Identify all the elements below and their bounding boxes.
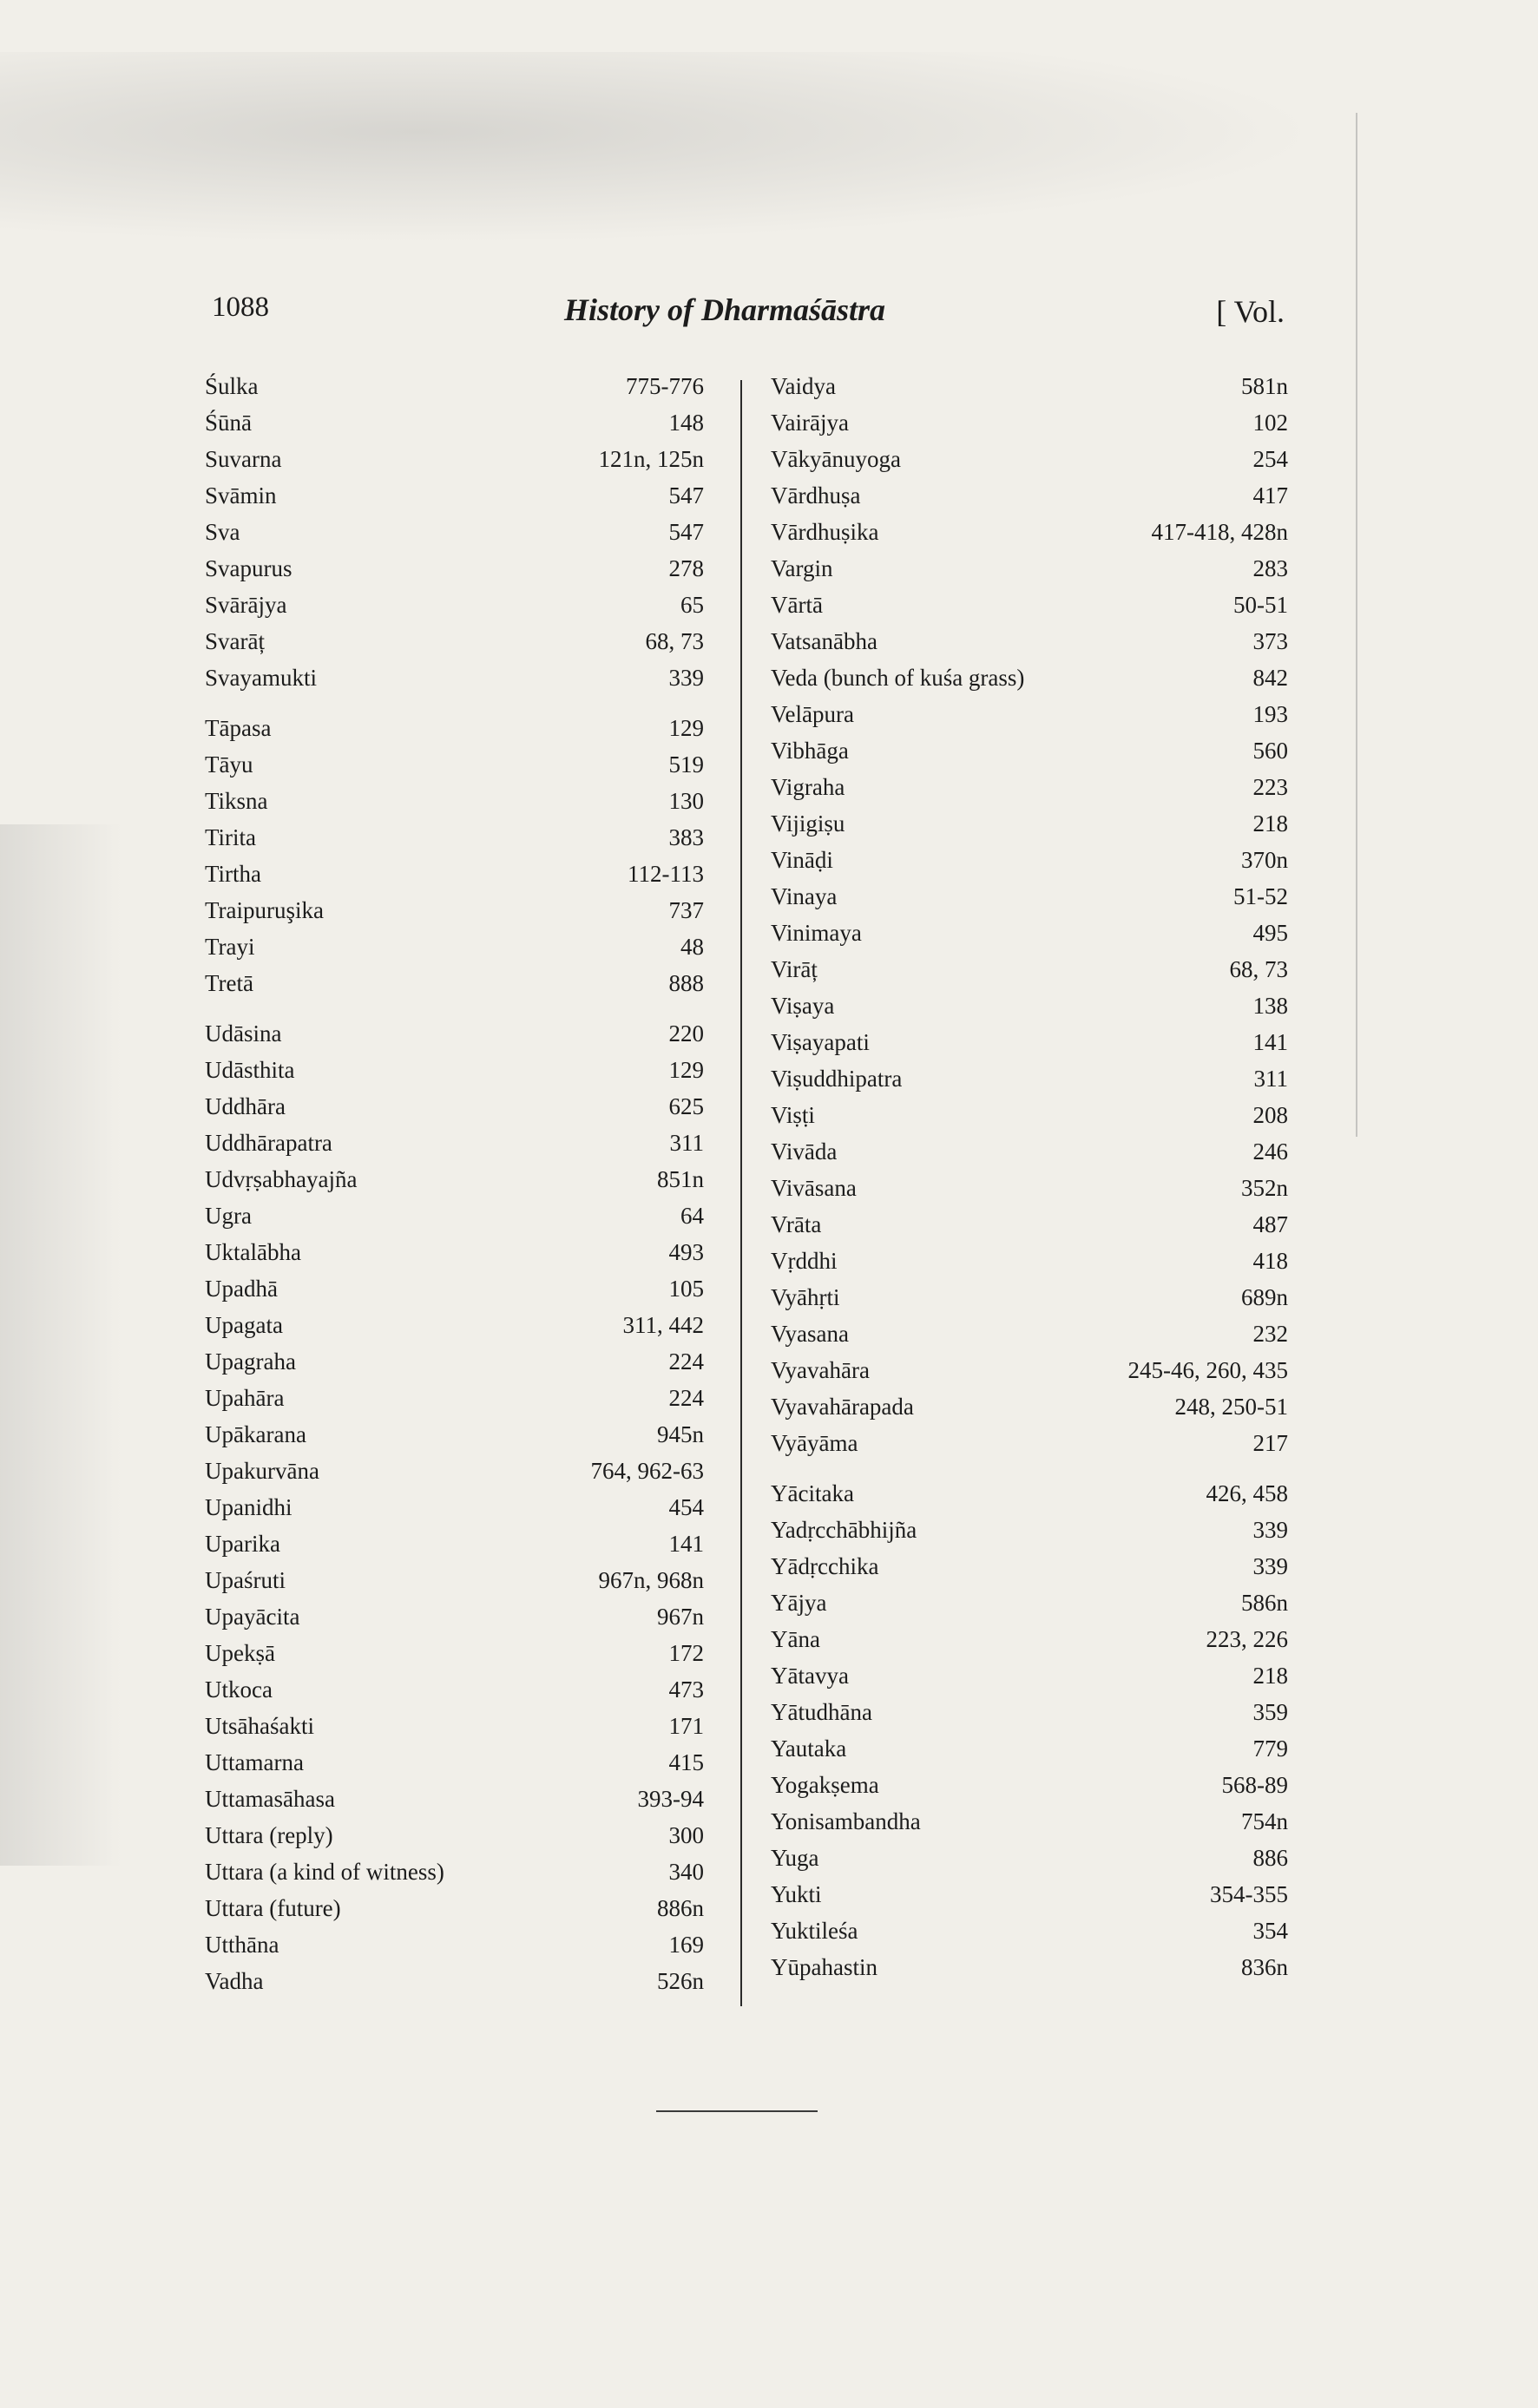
index-term: Udāsthita bbox=[205, 1057, 295, 1083]
index-entry bbox=[205, 1088, 704, 1125]
index-term: Yājya bbox=[771, 1590, 827, 1616]
page-reference: 245-46, 260, 435 bbox=[1127, 1357, 1288, 1383]
index-term: Viṣuddhipatra bbox=[771, 1066, 903, 1092]
page-reference: 519 bbox=[668, 751, 704, 778]
index-term: Uparika bbox=[205, 1531, 280, 1557]
index-entry bbox=[771, 732, 1288, 769]
index-term: Svāmin bbox=[205, 482, 277, 509]
index-entry bbox=[205, 1197, 704, 1234]
page-reference: 68, 73 bbox=[1229, 956, 1288, 982]
index-term: Tirtha bbox=[205, 861, 262, 887]
index-term: Sva bbox=[205, 519, 240, 545]
index-term: Udvṛṣabhayajña bbox=[205, 1166, 358, 1192]
index-entry bbox=[771, 1170, 1288, 1206]
page-reference: 393-94 bbox=[637, 1786, 704, 1812]
index-term: Yautaka bbox=[771, 1735, 847, 1762]
page-reference: 586n bbox=[1241, 1590, 1288, 1616]
page-reference: 689n bbox=[1241, 1284, 1288, 1310]
page-reference: 359 bbox=[1252, 1699, 1288, 1725]
index-term: Upaśruti bbox=[205, 1567, 286, 1593]
index-term: Yāna bbox=[771, 1626, 820, 1652]
index-term: Suvarna bbox=[205, 446, 282, 472]
index-term: Uktalābha bbox=[205, 1239, 301, 1265]
index-entry bbox=[771, 623, 1288, 659]
index-entry bbox=[205, 1598, 704, 1635]
index-term: Upākarana bbox=[205, 1421, 306, 1447]
index-entry bbox=[771, 1475, 1288, 1512]
page-reference: 171 bbox=[668, 1713, 704, 1739]
index-term: Uttara (reply) bbox=[205, 1822, 333, 1848]
index-entry bbox=[771, 805, 1288, 842]
index-entry bbox=[205, 710, 704, 746]
index-entry bbox=[205, 1270, 704, 1307]
scan-smudge-top bbox=[0, 52, 1389, 252]
index-term: Svarāț bbox=[205, 628, 265, 654]
index-entry bbox=[205, 1125, 704, 1161]
index-term: Vinimaya bbox=[771, 920, 862, 946]
index-entry bbox=[205, 659, 704, 696]
index-entry bbox=[205, 404, 704, 441]
index-entry bbox=[771, 1512, 1288, 1548]
index-term: Viṣayapati bbox=[771, 1029, 870, 1055]
index-term: Vṛddhi bbox=[771, 1248, 838, 1274]
page-reference: 354 bbox=[1252, 1918, 1288, 1944]
index-term: Vairājya bbox=[771, 410, 849, 436]
page-reference: 625 bbox=[668, 1093, 704, 1119]
page-reference: 169 bbox=[668, 1932, 704, 1958]
index-term: Upagraha bbox=[205, 1348, 296, 1375]
index-term: Utkoca bbox=[205, 1676, 273, 1703]
page-reference: 754n bbox=[1241, 1808, 1288, 1834]
index-term: Vaidya bbox=[771, 373, 836, 399]
page-reference: 473 bbox=[668, 1676, 704, 1703]
page-reference: 851n bbox=[657, 1166, 704, 1192]
page-reference: 426, 458 bbox=[1206, 1480, 1288, 1506]
index-entry bbox=[771, 1024, 1288, 1060]
index-entry bbox=[771, 1352, 1288, 1388]
index-term: Vyāyāma bbox=[771, 1430, 858, 1456]
page-reference: 737 bbox=[668, 897, 704, 923]
page-reference: 223 bbox=[1252, 774, 1288, 800]
page-reference: 121n, 125n bbox=[598, 446, 704, 472]
index-term: Utsāhaśakti bbox=[205, 1713, 314, 1739]
page-reference: 775-776 bbox=[626, 373, 704, 399]
index-term: Udāsina bbox=[205, 1020, 282, 1047]
index-term: Vārtā bbox=[771, 592, 823, 618]
page-reference: 102 bbox=[1252, 410, 1288, 436]
index-term: Vināḍi bbox=[771, 847, 833, 873]
index-term: Viṣṭi bbox=[771, 1102, 815, 1128]
index-term: Tāpasa bbox=[205, 715, 272, 741]
page-reference: 547 bbox=[668, 519, 704, 545]
index-entry bbox=[771, 1694, 1288, 1730]
index-entry bbox=[205, 1671, 704, 1708]
page-reference: 581n bbox=[1241, 373, 1288, 399]
page-reference: 495 bbox=[1252, 920, 1288, 946]
index-entry bbox=[771, 477, 1288, 514]
page-reference: 311 bbox=[1253, 1066, 1288, 1092]
index-term: Vrāta bbox=[771, 1211, 822, 1237]
scan-edge-line bbox=[1356, 113, 1357, 1137]
page-reference: 218 bbox=[1252, 1663, 1288, 1689]
page-reference: 417-418, 428n bbox=[1151, 519, 1288, 545]
index-entry bbox=[771, 550, 1288, 587]
index-entry bbox=[771, 878, 1288, 915]
index-term: Vargin bbox=[771, 555, 833, 581]
index-term: Yātavya bbox=[771, 1663, 849, 1689]
index-entry bbox=[771, 1206, 1288, 1243]
page-reference: 354-355 bbox=[1210, 1881, 1288, 1907]
index-term: Yadṛcchābhijña bbox=[771, 1517, 917, 1543]
index-entry bbox=[771, 441, 1288, 477]
page-reference: 339 bbox=[668, 665, 704, 691]
index-term: Veda (bunch of kuśa grass) bbox=[771, 665, 1025, 691]
index-entry bbox=[205, 819, 704, 856]
page-reference: 224 bbox=[668, 1385, 704, 1411]
index-term: Uddhāra bbox=[205, 1093, 286, 1119]
footer-rule bbox=[656, 2110, 818, 2112]
running-title: History of Dharmaśāstra bbox=[564, 292, 886, 327]
page-reference: 138 bbox=[1252, 993, 1288, 1019]
page-reference: 218 bbox=[1252, 810, 1288, 837]
index-entry bbox=[205, 1015, 704, 1052]
index-term: Yādṛcchika bbox=[771, 1553, 879, 1579]
index-term: Vadha bbox=[205, 1968, 264, 1994]
index-term: Uttara (future) bbox=[205, 1895, 341, 1921]
index-entry bbox=[205, 1234, 704, 1270]
page-reference: 779 bbox=[1252, 1735, 1288, 1762]
index-entry bbox=[205, 1489, 704, 1526]
page-reference: 141 bbox=[1252, 1029, 1288, 1055]
index-term: Vigraha bbox=[771, 774, 845, 800]
index-entry bbox=[205, 1052, 704, 1088]
page-reference: 278 bbox=[668, 555, 704, 581]
page-reference: 967n, 968n bbox=[598, 1567, 704, 1593]
index-entry bbox=[205, 783, 704, 819]
index-entry bbox=[205, 892, 704, 928]
page-reference: 208 bbox=[1252, 1102, 1288, 1128]
index-entry bbox=[771, 1585, 1288, 1621]
page-reference: 418 bbox=[1252, 1248, 1288, 1274]
page-reference: 417 bbox=[1252, 482, 1288, 509]
page-reference: 232 bbox=[1252, 1321, 1288, 1347]
index-term: Upayācita bbox=[205, 1604, 300, 1630]
index-entry bbox=[205, 441, 704, 477]
page-reference: 888 bbox=[668, 970, 704, 996]
index-entry bbox=[205, 1963, 704, 1999]
index-entry bbox=[205, 1453, 704, 1489]
index-term: Yukti bbox=[771, 1881, 822, 1907]
page-reference: 220 bbox=[668, 1020, 704, 1047]
index-entry bbox=[771, 514, 1288, 550]
index-term: Tiksna bbox=[205, 788, 268, 814]
index-term: Vākyānuyoga bbox=[771, 446, 901, 472]
index-entry bbox=[771, 1657, 1288, 1694]
index-term: Tretā bbox=[205, 970, 254, 996]
index-entry bbox=[205, 1817, 704, 1854]
page-reference: 129 bbox=[668, 715, 704, 741]
index-term: Vivāsana bbox=[771, 1175, 857, 1201]
index-term: Yācitaka bbox=[771, 1480, 854, 1506]
index-term: Upanidhi bbox=[205, 1494, 292, 1520]
page-reference: 246 bbox=[1252, 1138, 1288, 1165]
index-term: Vyavahāra bbox=[771, 1357, 870, 1383]
index-term: Vinaya bbox=[771, 883, 838, 909]
page-reference: 193 bbox=[1252, 701, 1288, 727]
index-entry bbox=[771, 1621, 1288, 1657]
page-reference: 560 bbox=[1252, 738, 1288, 764]
index-term: Uddhārapatra bbox=[205, 1130, 332, 1156]
index-entry bbox=[205, 1744, 704, 1781]
page-reference: 224 bbox=[668, 1348, 704, 1375]
page-reference: 148 bbox=[668, 410, 704, 436]
index-entry bbox=[771, 404, 1288, 441]
index-entry bbox=[771, 1279, 1288, 1316]
index-entry bbox=[205, 965, 704, 1001]
page-reference: 300 bbox=[668, 1822, 704, 1848]
index-entry bbox=[771, 1949, 1288, 1985]
index-entry bbox=[205, 514, 704, 550]
index-entry bbox=[771, 1767, 1288, 1803]
index-term: Utthāna bbox=[205, 1932, 279, 1958]
index-term: Vatsanābha bbox=[771, 628, 877, 654]
page-reference: 764, 962-63 bbox=[590, 1458, 704, 1484]
page-reference: 454 bbox=[668, 1494, 704, 1520]
index-entry bbox=[205, 1708, 704, 1744]
page-reference: 339 bbox=[1252, 1517, 1288, 1543]
index-term: Upagata bbox=[205, 1312, 283, 1338]
index-term: Upadhā bbox=[205, 1276, 278, 1302]
scan-smudge-left bbox=[0, 824, 122, 1866]
index-term: Vyasana bbox=[771, 1321, 849, 1347]
index-term: Velāpura bbox=[771, 701, 854, 727]
page-reference: 254 bbox=[1252, 446, 1288, 472]
page-reference: 493 bbox=[668, 1239, 704, 1265]
index-term: Yonisambandha bbox=[771, 1808, 921, 1834]
index-term: Vyavahārapada bbox=[771, 1394, 914, 1420]
page-reference: 223, 226 bbox=[1206, 1626, 1288, 1652]
index-entry bbox=[205, 1380, 704, 1416]
index-term: Svārājya bbox=[205, 592, 287, 618]
page-reference: 842 bbox=[1252, 665, 1288, 691]
index-entry bbox=[205, 856, 704, 892]
index-entry bbox=[205, 1562, 704, 1598]
page-reference: 172 bbox=[668, 1640, 704, 1666]
page-reference: 65 bbox=[680, 592, 704, 618]
index-term: Yogakṣema bbox=[771, 1772, 879, 1798]
index-entry bbox=[771, 659, 1288, 696]
index-entry bbox=[771, 1243, 1288, 1279]
index-entry bbox=[205, 1416, 704, 1453]
index-term: Ugra bbox=[205, 1203, 252, 1229]
index-entry bbox=[205, 1161, 704, 1197]
index-entry bbox=[771, 769, 1288, 805]
page-reference: 370n bbox=[1241, 847, 1288, 873]
index-term: Vivāda bbox=[771, 1138, 838, 1165]
index-term: Uttara (a kind of witness) bbox=[205, 1859, 444, 1885]
index-columns bbox=[205, 368, 1288, 2017]
page-reference: 526n bbox=[657, 1968, 704, 1994]
index-entry bbox=[771, 1840, 1288, 1876]
index-term: Virāț bbox=[771, 956, 818, 982]
index-entry bbox=[771, 1425, 1288, 1461]
page-reference: 141 bbox=[668, 1531, 704, 1557]
index-entry bbox=[771, 915, 1288, 951]
index-entry bbox=[771, 1730, 1288, 1767]
index-entry bbox=[771, 1097, 1288, 1133]
index-term: Vārdhuṣika bbox=[771, 519, 879, 545]
index-term: Trayi bbox=[205, 934, 255, 960]
index-term: Upahāra bbox=[205, 1385, 285, 1411]
index-term: Śulka bbox=[205, 373, 259, 399]
index-term: Yuktileśa bbox=[771, 1918, 858, 1944]
index-entry bbox=[205, 1635, 704, 1671]
index-term: Svayamukti bbox=[205, 665, 317, 691]
page-reference: 217 bbox=[1252, 1430, 1288, 1456]
index-entry bbox=[771, 842, 1288, 878]
index-term: Vārdhuṣa bbox=[771, 482, 861, 509]
index-list-right bbox=[771, 368, 1288, 1985]
page-reference: 352n bbox=[1241, 1175, 1288, 1201]
index-entry bbox=[205, 368, 704, 404]
index-term: Śūnā bbox=[205, 410, 252, 436]
volume-label: [ Vol. bbox=[1216, 294, 1285, 329]
page-reference: 886 bbox=[1252, 1845, 1288, 1871]
page-reference: 836n bbox=[1241, 1954, 1288, 1980]
index-entry bbox=[771, 1133, 1288, 1170]
index-term: Yātudhāna bbox=[771, 1699, 872, 1725]
index-entry bbox=[771, 1803, 1288, 1840]
index-entry bbox=[205, 477, 704, 514]
index-entry bbox=[771, 1548, 1288, 1585]
page-reference: 311, 442 bbox=[622, 1312, 704, 1338]
page-reference: 51-52 bbox=[1233, 883, 1288, 909]
index-term: Svapurus bbox=[205, 555, 292, 581]
column-divider bbox=[740, 380, 742, 2006]
index-entry bbox=[205, 1526, 704, 1562]
page-reference: 130 bbox=[668, 788, 704, 814]
index-term: Uttamasāhasa bbox=[205, 1786, 335, 1812]
index-entry bbox=[205, 1854, 704, 1890]
index-list-left bbox=[205, 368, 704, 1999]
index-term: Vibhāga bbox=[771, 738, 849, 764]
index-entry bbox=[771, 587, 1288, 623]
index-entry bbox=[205, 1926, 704, 1963]
page-reference: 50-51 bbox=[1233, 592, 1288, 618]
index-term: Uttamarna bbox=[205, 1749, 304, 1775]
index-term: Yuga bbox=[771, 1845, 819, 1871]
page-reference: 68, 73 bbox=[645, 628, 704, 654]
index-entry bbox=[771, 696, 1288, 732]
index-term: Yūpahastin bbox=[771, 1954, 877, 1980]
index-entry bbox=[771, 1388, 1288, 1425]
page-reference: 967n bbox=[657, 1604, 704, 1630]
index-entry bbox=[205, 746, 704, 783]
page-reference: 568-89 bbox=[1221, 1772, 1288, 1798]
index-entry bbox=[205, 1343, 704, 1380]
page-reference: 373 bbox=[1252, 628, 1288, 654]
page-reference: 112-113 bbox=[628, 861, 704, 887]
page-number: 1088 bbox=[212, 292, 269, 323]
index-entry bbox=[205, 1890, 704, 1926]
page-reference: 48 bbox=[680, 934, 704, 960]
page-reference: 64 bbox=[680, 1203, 704, 1229]
index-term: Tirita bbox=[205, 824, 257, 850]
page-header bbox=[208, 286, 1285, 338]
index-term: Tāyu bbox=[205, 751, 253, 778]
page-reference: 129 bbox=[668, 1057, 704, 1083]
index-term: Upakurvāna bbox=[205, 1458, 319, 1484]
page-reference: 415 bbox=[668, 1749, 704, 1775]
index-column-left bbox=[205, 368, 704, 1999]
page-reference: 547 bbox=[668, 482, 704, 509]
page-reference: 339 bbox=[1252, 1553, 1288, 1579]
page-reference: 340 bbox=[668, 1859, 704, 1885]
index-entry bbox=[205, 928, 704, 965]
index-column-right bbox=[771, 368, 1288, 1985]
index-entry bbox=[771, 1060, 1288, 1097]
page-reference: 248, 250-51 bbox=[1174, 1394, 1288, 1420]
index-entry bbox=[205, 1781, 704, 1817]
index-entry bbox=[771, 951, 1288, 987]
page-reference: 886n bbox=[657, 1895, 704, 1921]
index-entry bbox=[205, 623, 704, 659]
index-entry bbox=[771, 368, 1288, 404]
index-entry bbox=[771, 1913, 1288, 1949]
index-entry bbox=[205, 587, 704, 623]
index-entry bbox=[205, 1307, 704, 1343]
index-term: Traipuruşika bbox=[205, 897, 325, 923]
index-entry bbox=[771, 987, 1288, 1024]
page-reference: 487 bbox=[1252, 1211, 1288, 1237]
page-reference: 945n bbox=[657, 1421, 704, 1447]
page-reference: 383 bbox=[668, 824, 704, 850]
index-term: Vyāhṛti bbox=[771, 1284, 840, 1310]
page-reference: 105 bbox=[668, 1276, 704, 1302]
index-term: Vijigiṣu bbox=[771, 810, 845, 837]
index-entry bbox=[771, 1316, 1288, 1352]
index-entry bbox=[771, 1876, 1288, 1913]
page-reference: 311 bbox=[669, 1130, 704, 1156]
page-reference: 283 bbox=[1252, 555, 1288, 581]
index-term: Upekṣā bbox=[205, 1640, 275, 1666]
index-entry bbox=[205, 550, 704, 587]
index-term: Viṣaya bbox=[771, 993, 835, 1019]
